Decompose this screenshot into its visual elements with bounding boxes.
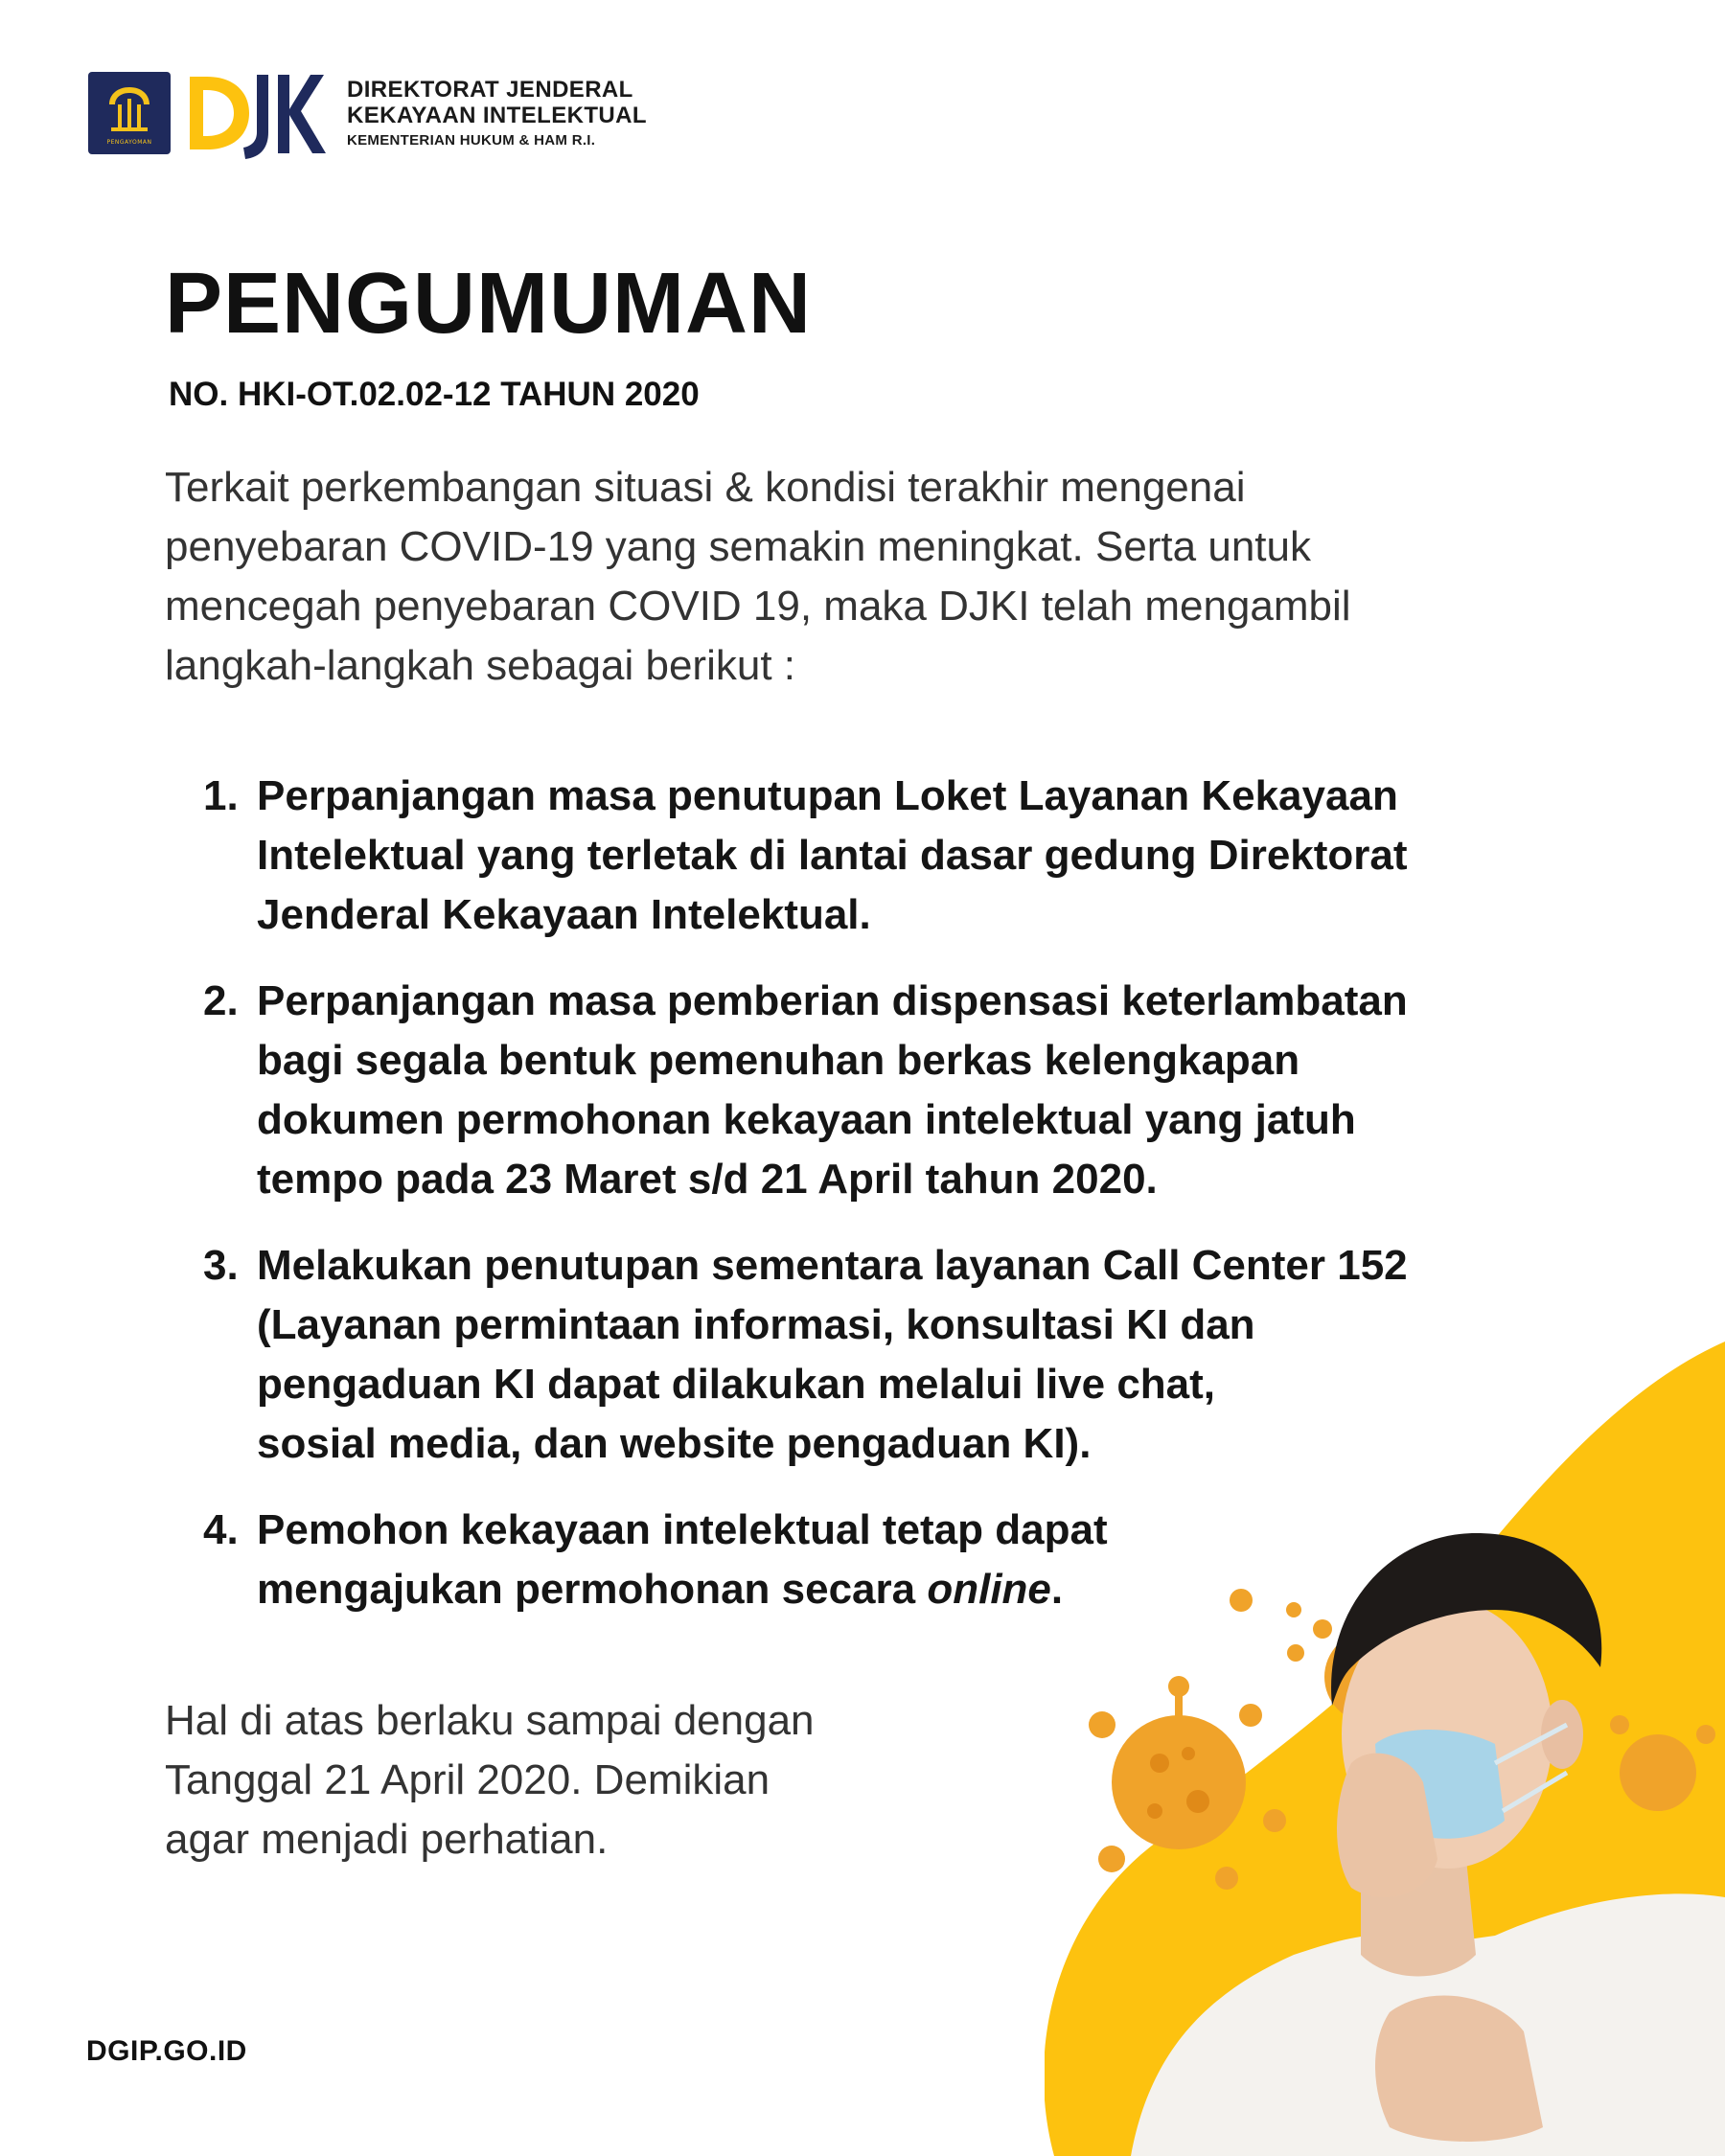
closing-line: agar menjadi perhatian. — [165, 1816, 609, 1863]
list-item — [203, 767, 1545, 945]
org-ministry-line: KEMENTERIAN HUKUM & HAM R.I. — [347, 132, 596, 149]
list-item-number: 3. — [203, 1242, 239, 1289]
announcement-number: NO. HKI-OT.02.02-12 TAHUN 2020 — [169, 376, 700, 413]
intro-line: mencegah penyebaran COVID 19, maka DJKI telah mengambil — [165, 583, 1351, 630]
list-item-line: dokumen permohonan kekayaan intelektual yang jatuh — [257, 1096, 1356, 1143]
online-emphasis: online — [927, 1566, 1051, 1613]
pengayoman-seal-logo — [88, 72, 171, 154]
list-item-line: tempo pada 23 Maret s/d 21 April tahun 2020. — [257, 1156, 1158, 1203]
closing-paragraph — [165, 1691, 893, 1869]
list-item-line: pengaduan KI dapat dilakukan melalui live chat, — [257, 1361, 1216, 1408]
list-item-line: Melakukan penutupan sementara layanan Call Center 152 — [257, 1242, 1408, 1289]
coughing-man-illustration — [1045, 1322, 1725, 2156]
line-text: mengajukan permohonan secara — [257, 1566, 928, 1613]
list-item-line: Intelektual yang terletak di lantai dasar gedung Direktorat — [257, 832, 1408, 879]
list-item-line: Pemohon kekayaan intelektual tetap dapat — [257, 1506, 1108, 1553]
virus-small-icon — [1230, 1589, 1253, 1612]
pengayoman-tree-icon — [102, 81, 157, 137]
intro-paragraph — [165, 458, 1506, 696]
page-title: PENGUMUMAN — [165, 256, 812, 352]
header — [88, 65, 647, 161]
org-name-line2: KEKAYAAN INTELEKTUAL — [347, 103, 647, 128]
djki-logo-icon — [186, 65, 330, 161]
list-item-number: 2. — [203, 977, 239, 1024]
list-item-line: Jenderal Kekayaan Intelektual. — [257, 891, 871, 938]
list-item-line: Perpanjangan masa pemberian dispensasi keterlambatan — [257, 977, 1408, 1024]
list-item-line: bagi segala bentuk pemenuhan berkas kelengkapan — [257, 1037, 1300, 1084]
line-period: . — [1050, 1566, 1064, 1613]
intro-line: langkah-langkah sebagai berikut : — [165, 642, 796, 689]
org-name-line1: DIREKTORAT JENDERAL — [347, 77, 633, 103]
seal-caption: PENGAYOMAN — [106, 138, 152, 146]
list-item-line: (Layanan permintaan informasi, konsultasi KI dan — [257, 1301, 1255, 1348]
closing-line: Hal di atas berlaku sampai dengan — [165, 1697, 815, 1744]
organization-name — [347, 79, 647, 148]
virus-small-icon — [1287, 1644, 1304, 1662]
list-item-line: sosial media, dan website pengaduan KI). — [257, 1420, 1092, 1467]
intro-line: penyebaran COVID-19 yang semakin meningkat. Serta untuk — [165, 523, 1311, 570]
list-item-text — [257, 767, 1545, 945]
list-item-number: 1. — [203, 772, 239, 819]
list-item — [203, 972, 1545, 1209]
intro-line: Terkait perkembangan situasi & kondisi terakhir mengenai — [165, 464, 1246, 511]
list-item-line: Perpanjangan masa penutupan Loket Layanan Kekayaan — [257, 772, 1398, 819]
closing-line: Tanggal 21 April 2020. Demikian — [165, 1756, 770, 1803]
list-item-number: 4. — [203, 1506, 239, 1553]
list-item-text — [257, 972, 1545, 1209]
website-footer: DGIP.GO.ID — [86, 2035, 247, 2067]
